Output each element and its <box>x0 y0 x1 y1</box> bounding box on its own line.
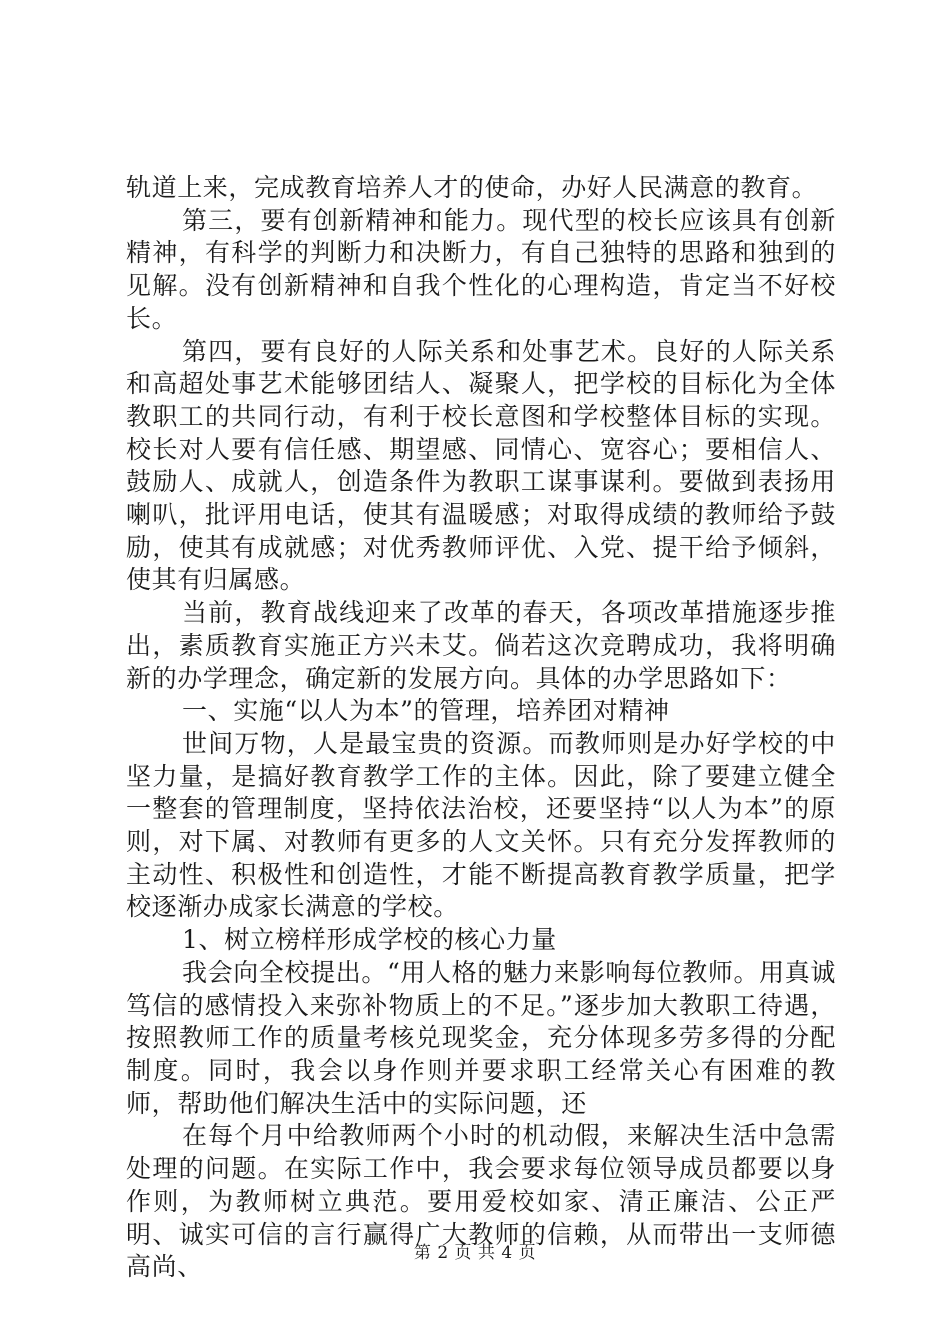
paragraph-reform: 当前，教育战线迎来了改革的春天，各项改革措施逐步推出，素质教育实施正方兴未艾。倘若这次竞聘成功，我将明确新的办学理念，确定新的发展方向。具体的办学思路如下： <box>126 598 836 693</box>
paragraph-continuation: 轨道上来，完成教育培养人才的使命，办好人民满意的教育。 <box>126 173 818 202</box>
paragraph-people-first: 世间万物，人是最宝贵的资源。而教师则是办好学校的中坚力量，是搞好教育教学工作的主体。因此，除了要建立健全一整套的管理制度，坚持依法治校，还要坚持“以人为本”的原则，对下属、对教师有更多的人文关怀。只有充分发挥教师的主动性、积极性和创造性，才能不断提高教育教学质量，把学校逐渐办成家长满意的学校。 <box>126 728 836 922</box>
paragraph-innovation: 第三，要有创新精神和能力。现代型的校长应该具有创新精神，有科学的判断力和决断力，有自己独特的思路和独到的见解。没有创新精神和自我个性化的心理构造，肯定当不好校长。 <box>126 205 836 333</box>
subsection-heading-1: 1、树立榜样形成学校的核心力量 <box>182 925 557 955</box>
section-heading-1: 一、实施“以人为本”的管理，培养团对精神 <box>182 696 670 726</box>
paragraph-role-model: 我会向全校提出。“用人格的魅力来影响每位教师。用真诚笃信的感情投入来弥补物质上的不足。”逐步加大教职工待遇，按照教师工作的质量考核兑现奖金，充分体现多劳多得的分配制度。同时，我会以身作则并要求职工经常关心有困难的教师，帮助他们解决生活中的实际问题，还 <box>126 957 836 1118</box>
paragraph-interpersonal: 第四，要有良好的人际关系和处事艺术。良好的人际关系和高超处事艺术能够团结人、凝聚人，把学校的目标化为全体教职工的共同行动，有利于校长意图和学校整体目标的实现。校长对人要有信任感、期望感、同情心、宽容心；要相信人、鼓励人、成就人，创造条件为教职工谋事谋利。要做到表扬用喇叭，批评用电话，使其有温暖感；对取得成绩的教师给予鼓励，使其有成就感；对优秀教师评优、入党、提干给予倾斜，使其有归属感。 <box>126 336 836 595</box>
page-number-footer: 第 2 页 共 4 页 <box>413 1243 537 1263</box>
document-body <box>126 172 836 1284</box>
paragraph-leave: 在每个月中给教师两个小时的机动假，来解决生活中急需处理的问题。在实际工作中，我会要求每位领导成员都要以身作则，为教师树立典范。要用爱校如家、清正廉洁、公正严明、诚实可信的言行赢得广大教师的信赖，从而带出一支师德高尚、 <box>126 1121 836 1282</box>
